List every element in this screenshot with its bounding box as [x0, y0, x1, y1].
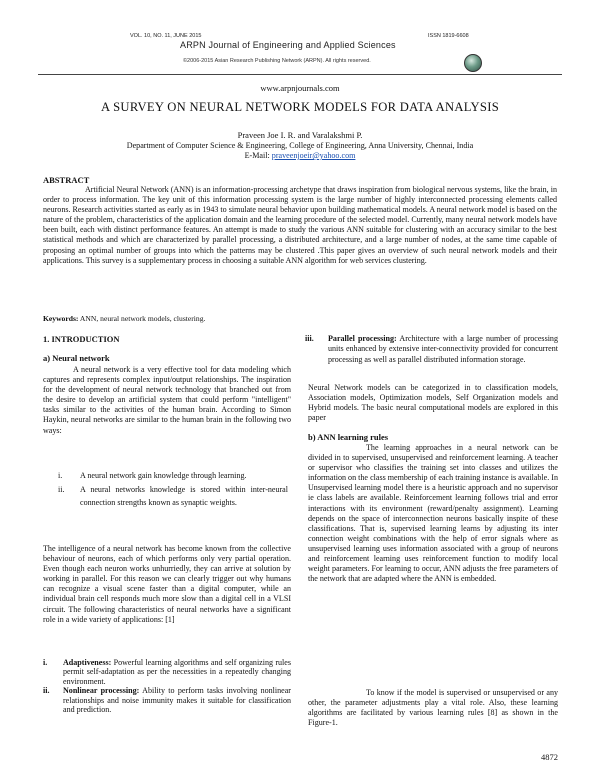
ways-list: [58, 471, 288, 509]
list-item: [43, 658, 291, 686]
learning-approaches-paragraph: [308, 443, 558, 584]
section-introduction: 1. INTRODUCTION: [43, 334, 120, 344]
keywords-value: ANN, neural network models, clustering.: [78, 314, 206, 323]
journal-name: ARPN Journal of Engineering and Applied Sciences: [180, 40, 396, 50]
intro-paragraph: [43, 365, 291, 436]
list-item: [305, 334, 558, 365]
paper-title: A SURVEY ON NEURAL NETWORK MODELS FOR DATA ANALYSIS: [100, 100, 499, 114]
learning-rules-paragraph: [308, 688, 558, 728]
learning-approaches-text: The learning approaches in a neural network can be divided in to supervised, unsupervised and reinforcement learning. A teacher or supervisor who classifies the training set into classes and utilizes the information on the class membership of each training instance is available. In Unsupervised learning model there is a heuristic approach and no supervisor ie class labels are available. Reinforcement learning follows trial and error interactions with its environment (reward/penalty assignment). Learning depends on the space of interconnection neurons basically inspite of these classifications. That is, supervised learning learns by adjusting its inter connection weight combinations with the help of error signals where as unsupervised learning uses information associated with a group of neurons and reinforcement learning uses reinforcement function to modify local weight parameters. For learning to occur, ANN adjusts the free parameters of the network that are adapted where the ANN is embedded.: [308, 443, 558, 584]
affiliation: Department of Computer Science & Engineering, College of Engineering, Anna University, Chennai, India: [126, 141, 474, 150]
abstract-heading: ABSTRACT: [43, 175, 90, 185]
intro-paragraph-text: A neural network is a very effective tool for data modeling which captures and represents complex input/output relationships. The inspiration for the development of neural network technology that branched out from the desire to develop an artificial system that could perform "intelligent" tasks similar to the activities of the human brain. According to Simon Haykin, neural networks are similar to the human brain in the following two ways:: [43, 365, 291, 435]
characteristics-list: [43, 658, 291, 714]
email-link[interactable]: praveenjoeir@yahoo.com: [271, 151, 356, 160]
header-divider: [38, 74, 562, 75]
list-item-number: ii.: [58, 485, 65, 495]
model-categories-paragraph: Neural Network models can be categorized in to classification models, Association models, Optimization models, Self Organization models and Hybrid models. The basic neural computational models are explored in this paper: [308, 383, 558, 423]
subsection-learning-rules: b) ANN learning rules: [308, 432, 389, 442]
list-item-desc: Ability to perform tasks involving nonlinear relationships and noise immunity makes it suitable for classification and prediction.: [63, 686, 291, 715]
list-item: [43, 686, 291, 714]
list-item: [58, 484, 288, 509]
list-item-text: A neural network gain knowledge through learning.: [80, 471, 247, 480]
list-item-desc: Architecture with a large number of processing units enhanced by extensive inter-connectivity provided for concurrent processing as well as parallel distributed information storage.: [328, 334, 558, 364]
list-item-text: [328, 334, 558, 365]
arpn-logo-icon: [464, 54, 482, 72]
keywords-line: [43, 314, 205, 323]
abstract-body: Artificial Neural Network (ANN) is an information-processing archetype that draws inspiration from biological nervous systems, like the brain, in order to process information. The key unit of this information processing system is the large number of highly interconnected processing elements called neurons. Research activities started as early as in 1943 to simulate neural behavior upon building mathematical models. A neural network model is based on the nature of the problem, characteristics of the application domain and the learning procedure of the selected model. Currently, many neural network models have been built, each with distinct performance features. An attempt is made to study the various ANN suitable for clustering with an accuracy similar to the best statistical methods and which are characterized by parallel processing, a distributed architecture, and a large number of nodes, at the same time capable of proposing an optimal number of groups into which the patterns may be clustered .This paper gives an overview of such neural network models and their applications. This survey is a supplementary process in choosing a suitable ANN algorithm for web services clustering.: [43, 185, 557, 265]
list-item: [58, 471, 288, 481]
list-item-term: Parallel processing:: [328, 334, 397, 343]
list-item-text: A neural networks knowledge is stored within inter-neural connection strengths known as synaptic weights.: [80, 485, 288, 507]
copyright: ©2006-2015 Asian Research Publishing Network (ARPN). All rights reserved.: [183, 58, 371, 64]
list-item-text: [63, 658, 291, 686]
email-line: [0, 151, 600, 160]
list-item-number: iii.: [305, 334, 314, 343]
list-item-term: Nonlinear processing:: [63, 686, 140, 696]
abstract-text: [43, 185, 557, 266]
list-item-number: i.: [43, 658, 48, 667]
intelligence-paragraph: The intelligence of a neural network has become known from the collective behaviour of neurons, each of which performs only very partial operation. Even though each neuron works unhurriedly, they can arrive at solution by working in parallel. For this reason we can clearly trigger out why humans can recognize a visual scene faster than a digital computer, while an individual brain cell responds much more slow than a digital cell in a VLSI circuit. The following characteristics of neural networks have a significant role in a wide variety of applications: [1]: [43, 544, 291, 624]
issn: ISSN 1819-6608: [428, 33, 469, 39]
journal-website-link[interactable]: www.arpnjournals.com: [260, 83, 340, 93]
learning-rules-text: To know if the model is supervised or unsupervised or any other, the parameter adjustments play a vital role. Also, these learning algorithms are facilitated by various learning rules [8] as shown in the Figure-1.: [308, 688, 558, 728]
list-item-number: ii.: [43, 686, 50, 696]
list-item-term: Adaptiveness:: [63, 658, 112, 667]
list-item-desc: Powerful learning algorithms and self organizing rules permit self-adaptation as per the necessities in a repeatedly changing environment.: [63, 658, 291, 686]
subsection-neural-network: a) Neural network: [43, 353, 110, 363]
keywords-label: Keywords:: [43, 314, 79, 323]
page-number: 4872: [541, 752, 558, 762]
authors: Praveen Joe I. R. and Varalakshmi P.: [237, 130, 363, 140]
volume-info: VOL. 10, NO. 11, JUNE 2015: [130, 33, 202, 39]
list-item-number: i.: [58, 471, 63, 480]
parallel-processing-item: [305, 334, 558, 365]
list-item-text: [63, 686, 291, 714]
email-label: E-Mail:: [244, 151, 272, 160]
